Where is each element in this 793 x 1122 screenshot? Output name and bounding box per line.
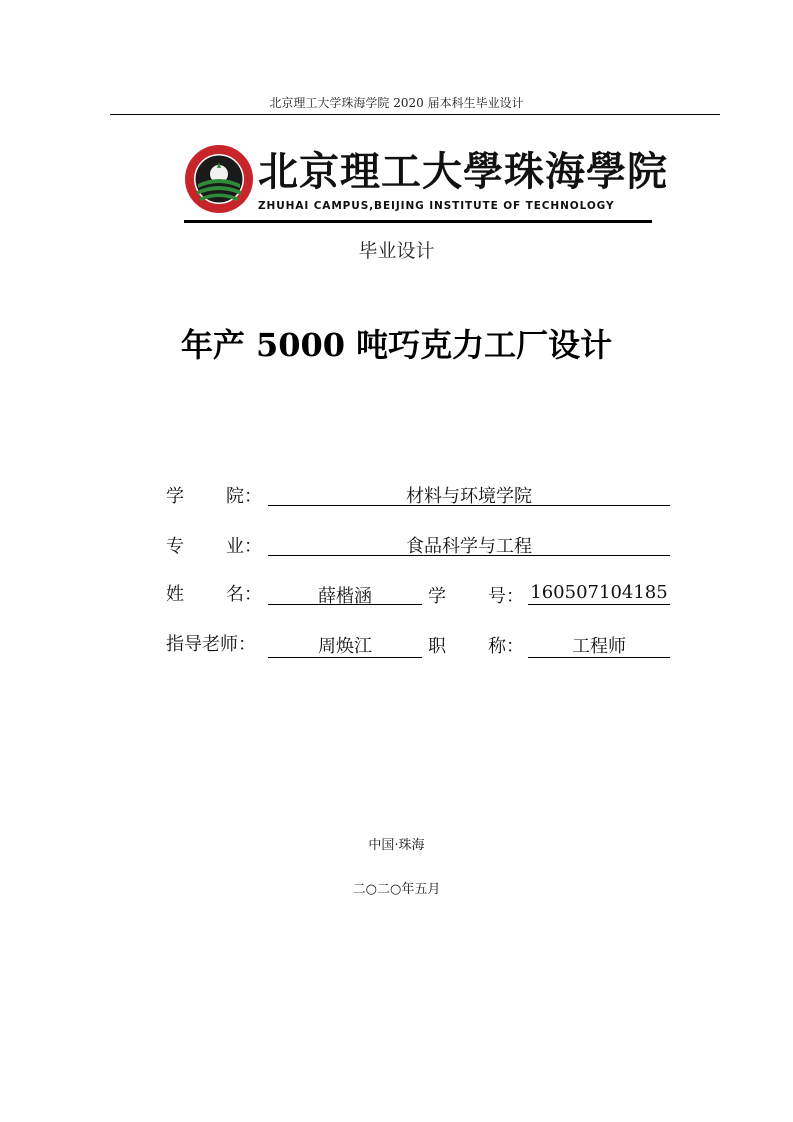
university-name-en: ZHUHAI CAMPUS,BEIJING INSTITUTE OF TECHNOLOGY — [258, 200, 615, 212]
name-value: 薛楷涵 — [318, 586, 372, 607]
major-label-b: 业： — [226, 536, 262, 557]
rank-value: 工程师 — [572, 636, 626, 657]
rank-label-a: 职 — [428, 636, 446, 657]
running-header: 北京理工大学珠海学院 2020 届本科生毕业设计 — [269, 96, 524, 110]
advisor-underline — [268, 657, 422, 658]
student-id-value: 160507104185 — [530, 582, 668, 603]
college-label-a: 学 — [166, 486, 184, 507]
date: 二○二○年五月 — [352, 882, 441, 897]
major-underline — [268, 555, 670, 556]
major-value: 食品科学与工程 — [406, 536, 532, 557]
name-label-a: 姓 — [166, 584, 184, 605]
rank-label-b: 称： — [488, 636, 524, 657]
student-id-label-a: 学 — [428, 586, 446, 607]
college-value: 材料与环境学院 — [406, 486, 532, 507]
document-type: 毕业设计 — [358, 240, 435, 262]
university-name-cn: 北京理工大學珠海學院 — [258, 149, 668, 195]
college-underline — [268, 505, 670, 506]
advisor-value: 周焕江 — [318, 636, 372, 657]
college-label-b: 院： — [226, 486, 262, 507]
thesis-title: 年产 5000 吨巧克力工厂设计 — [180, 326, 613, 364]
major-label-a: 专 — [166, 536, 184, 557]
rank-underline — [528, 657, 670, 658]
name-label-b: 名： — [226, 584, 262, 605]
advisor-label: 指导老师： — [166, 634, 256, 655]
student-id-label-b: 号： — [488, 586, 524, 607]
student-id-underline — [528, 604, 670, 605]
name-underline — [268, 604, 422, 605]
place: 中国·珠海 — [368, 838, 425, 853]
